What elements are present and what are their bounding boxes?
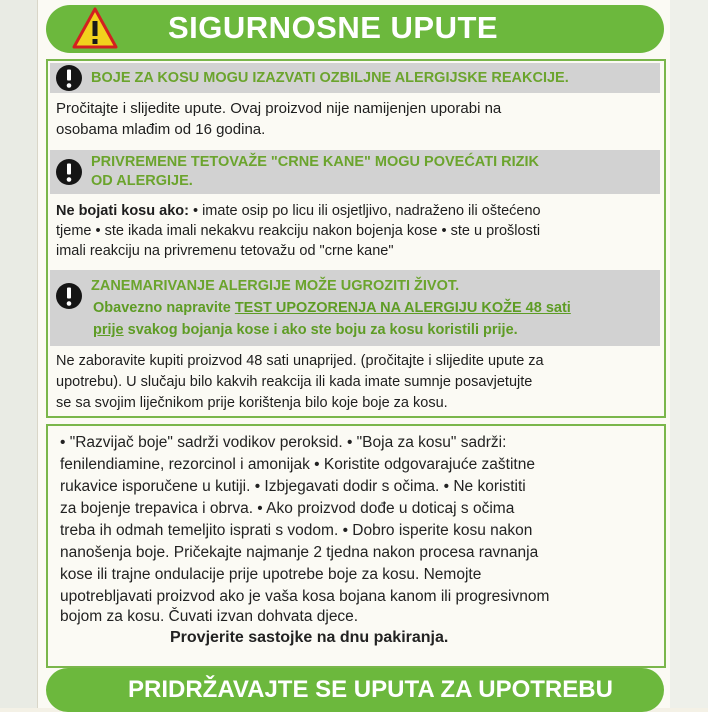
section3-line2-b: svakog bojanja kose i ako ste boju za kosu koristili prije. xyxy=(123,322,518,338)
section2-heading-line2: OD ALERGIJE. xyxy=(91,173,193,189)
warning-triangle-icon xyxy=(72,7,118,49)
box2-line-4: za bojenje trepavica i obrva. • Ako proizvod dođe u doticaj s očima xyxy=(60,500,515,517)
section1-heading: BOJE ZA KOSU MOGU IZAZVATI OZBILJNE ALERGIJSKE REAKCIJE. xyxy=(91,70,569,86)
section4-line1: Ne zaboravite kupiti proizvod 48 sati unaprijed. (pročitajte i slijedite upute za xyxy=(56,353,544,369)
package-right-edge xyxy=(670,0,708,708)
ingredients-note: Provjerite sastojke na dnu pakiranja. xyxy=(170,629,449,646)
section2-line1-rest: • imate osip po licu ili osjetljivo, nadraženo ili oštećeno xyxy=(188,203,541,219)
box2-line-3: rukavice isporučene u kutiji. • Izbjegavati dodir s očima. • Ne koristiti xyxy=(60,478,526,495)
box2-line-6: nanošenja boje. Pričekajte najmanje 2 tjedna nakon procesa ravnanja xyxy=(60,544,539,561)
section1-line1: Pročitajte i slijedite upute. Ovaj proizvod nije namijenjen uporabi na xyxy=(56,100,502,117)
exclamation-circle-icon xyxy=(55,282,83,310)
box2-line-7: kose ili trajne ondulacije prije upotrebe boje za kosu. Nemojte xyxy=(60,566,482,583)
section3-line2 xyxy=(93,320,518,340)
allergy-test-text: TEST UPOZORENJA NA ALERGIJU KOŽE 48 sati xyxy=(234,300,571,316)
exclamation-circle-icon xyxy=(55,158,83,186)
section3-heading: ZANEMARIVANJE ALERGIJE MOŽE UGROZITI ŽIVOT. xyxy=(91,278,460,294)
section1-line2: osobama mlađim od 16 godina. xyxy=(56,121,266,138)
section4-line3: se sa svojim liječnikom prije korištenja bilo koje boje za kosu. xyxy=(56,395,448,411)
section3-line1-a: Obavezno napravite xyxy=(93,300,235,316)
section2-heading-line1: PRIVREMENE TETOVAŽE "CRNE KANE" MOGU POVEĆATI RIZIK xyxy=(91,154,539,170)
section3-line1 xyxy=(93,298,571,318)
section2-line2: tjeme • ste ikada imali nekakvu reakciju nakon bojenja kose • ste u prošlosti xyxy=(56,223,541,239)
section4-line2: upotrebu). U slučaju bilo kakvih reakcija ili kada imate sumnje posavjetujte xyxy=(56,374,533,390)
box2-line-5: treba ih odmah temeljito isprati s vodom. • Dobro isperite kosu nakon xyxy=(60,522,533,539)
section2-line1 xyxy=(56,201,541,222)
header-title: SIGURNOSNE UPUTE xyxy=(168,10,499,45)
exclamation-circle-icon xyxy=(55,64,83,92)
box2-line-8: upotrebljavati proizvod ako je vaša kosa bojana kanom ili progresivnom xyxy=(60,588,550,605)
box2-line-9: bojom za kosu. Čuvati izvan dohvata djece. xyxy=(60,608,359,625)
footer-title: PRIDRŽAVAJTE SE UPUTA ZA UPOTREBU xyxy=(128,676,613,703)
section2-line3: imali reakciju na privremenu tetovažu od "crne kane" xyxy=(56,243,394,259)
section3-line2-a: prije xyxy=(93,322,124,338)
box2-line-2: fenilendiamine, rezorcinol i amonijak • Koristite odgovarajuće zaštitne xyxy=(60,456,535,473)
section2-lead: Ne bojati kosu ako: xyxy=(56,203,189,219)
box2-line-1: • "Razvijač boje" sadrži vodikov peroksid. • "Boja za kosu" sadrži: xyxy=(60,434,507,451)
package-left-edge xyxy=(0,0,38,708)
